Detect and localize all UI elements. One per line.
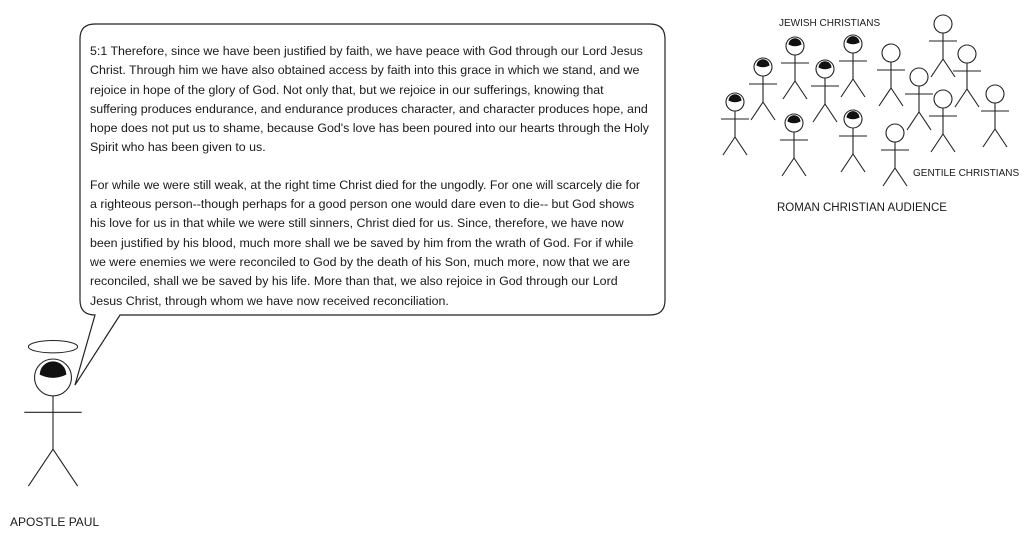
left-leg	[883, 168, 895, 186]
speaker-label: APOSTLE PAUL	[10, 515, 100, 529]
right-leg	[763, 102, 775, 120]
head	[910, 68, 928, 86]
audience-member-jewish	[781, 37, 809, 99]
audience-member-gentile	[929, 15, 957, 77]
head	[986, 85, 1004, 103]
left-leg	[955, 89, 967, 107]
left-leg	[723, 137, 735, 155]
right-leg	[795, 81, 807, 99]
right-leg	[853, 79, 865, 97]
right-leg	[891, 88, 903, 106]
left-leg	[28, 449, 53, 486]
left-leg	[931, 134, 943, 152]
gentile-christians-label: GENTILE CHRISTIANS	[913, 168, 1020, 179]
left-leg	[931, 59, 943, 77]
left-leg	[813, 104, 825, 122]
right-leg	[943, 134, 955, 152]
right-leg	[943, 59, 955, 77]
speech-paragraph-2: For while we were still weak, at the right time Christ died for the ungodly. For one will scarcely die for a righteous person--though perhaps for a good person one would dare even to die-- but God shows his love for us in that while we were still sinners, Christ died for us. Since, therefore, we have now been justified by his blood, much more shall we be saved by him from the wrath of God. For if while we were enemies we were reconciled to God by the death of his Son, much more, now that we are reconciled, shall we be saved by his life. More than that, we also rejoice in God through our Lord Jesus Christ, through whom we have now received reconciliation.	[90, 177, 640, 308]
audience-member-jewish	[780, 114, 808, 176]
right-leg	[895, 168, 907, 186]
left-leg	[841, 154, 853, 172]
right-leg	[967, 89, 979, 107]
left-leg	[907, 112, 919, 130]
right-leg	[735, 137, 747, 155]
left-leg	[782, 158, 794, 176]
apostle-paul-figure	[24, 341, 81, 487]
right-leg	[995, 129, 1007, 147]
audience-member-gentile	[877, 44, 905, 106]
jewish-christians-label: JEWISH CHRISTIANS	[779, 18, 881, 29]
speech-bubble-text	[90, 42, 650, 311]
head	[934, 15, 952, 33]
audience-member-jewish	[839, 110, 867, 172]
left-leg	[879, 88, 891, 106]
left-leg	[983, 129, 995, 147]
halo-icon	[28, 341, 77, 353]
audience-member-gentile	[981, 85, 1009, 147]
head	[958, 45, 976, 63]
right-leg	[794, 158, 806, 176]
audience-member-gentile	[953, 45, 981, 107]
head	[934, 90, 952, 108]
left-leg	[783, 81, 795, 99]
audience-member-jewish	[811, 60, 839, 122]
right-leg	[919, 112, 931, 130]
audience-member-gentile	[929, 90, 957, 152]
audience-crowd	[721, 15, 1009, 186]
audience-member-jewish	[721, 93, 749, 155]
right-leg	[825, 104, 837, 122]
left-leg	[841, 79, 853, 97]
audience-member-gentile	[881, 124, 909, 186]
audience-label: ROMAN CHRISTIAN AUDIENCE	[777, 202, 947, 214]
audience-member-jewish	[749, 58, 777, 120]
audience-member-gentile	[905, 68, 933, 130]
right-leg	[53, 449, 78, 486]
left-leg	[751, 102, 763, 120]
apostle-paul-stick-figure	[24, 341, 81, 487]
speech-paragraph-1: 5:1 Therefore, since we have been justified by faith, we have peace with God through our Lord Jesus Christ. Through him we have also obtained access by faith into this grace in which we stand, and we rejoice in hope of the glory of God. Not only that, but we rejoice in our sufferings, knowing that suffering produces endurance, and endurance produces character, and character produces hope, and hope does not put us to shame, because God's love has been poured into our hearts through the Holy Spirit who has been given to us.	[90, 44, 649, 155]
head	[886, 124, 904, 142]
right-leg	[853, 154, 865, 172]
audience-member-jewish	[839, 35, 867, 97]
head	[882, 44, 900, 62]
